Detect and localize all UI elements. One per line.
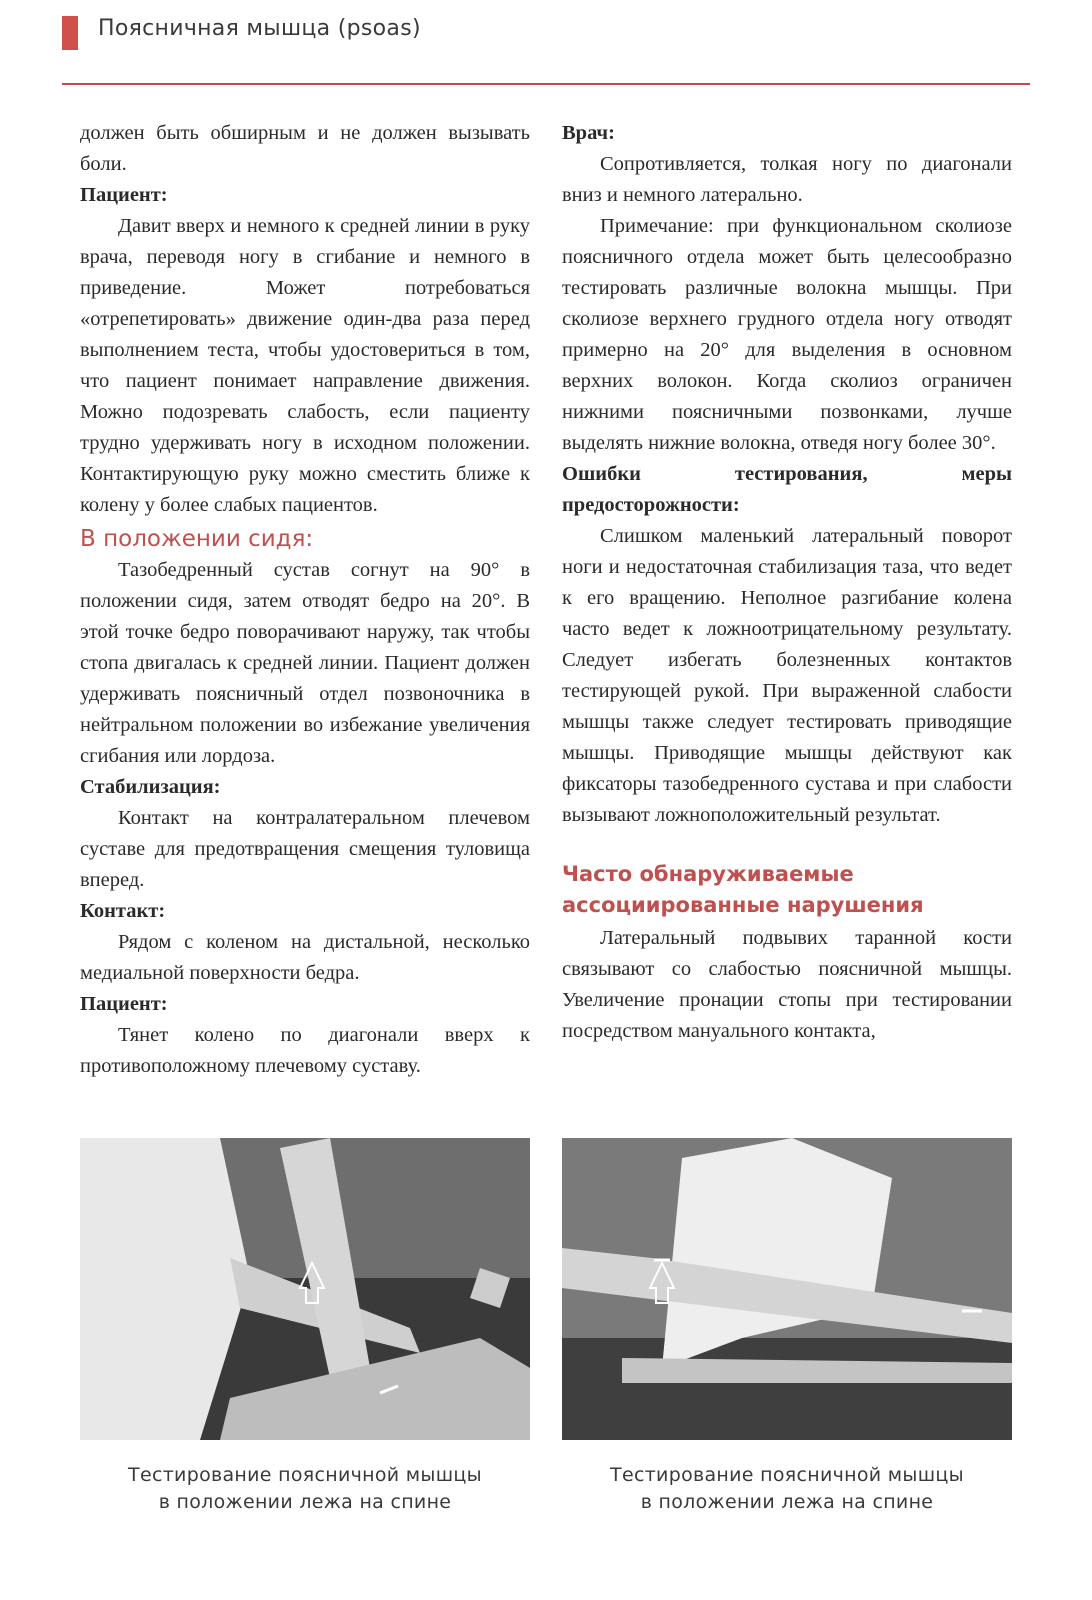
section-label-doctor: Врач: (562, 122, 615, 144)
figure-caption (562, 1462, 1012, 1516)
paragraph: Слишком маленький латеральный поворот ноги и недостаточная стабилизация таза, что ведет к его вращению. Неполное разгибание колена часто ведет к ложноотрицательному результату. Следует избегать болезненных контактов тестирующей рукой. При выраженной слабости мышцы также следует тестировать приводящие мышцы. Приводящие мышцы действуют как фиксаторы тазобедренного сустава и при слабости вызывают ложноположительный результат. (562, 525, 1012, 826)
caption-line: в положении лежа на спине (158, 1491, 452, 1513)
paragraph: Латеральный подвывих таранной кости связывают со слабостью поясничной мышцы. Увеличение пронации стопы при тестировании посредством мануального контакта, (562, 927, 1012, 1042)
figure-caption (80, 1462, 530, 1516)
paragraph: Сопротивляется, толкая ногу по диагонали вниз и немного латерально. (562, 153, 1012, 206)
paragraph: Тазобедренный сустав согнут на 90° в положении сидя, затем отводят бедро на 20°. В этой точке бедро поворачивают наружу, так чтобы стопа двигалась к средней линии. Пациент должен удерживать поясничный отдел позвоночника в нейтральном положении во избежание увеличения сгибания или лордоза. (80, 559, 530, 767)
heading-line: Часто обнаруживаемые (562, 862, 854, 886)
right-text-column (562, 118, 1012, 1047)
heading-associated-disorders (562, 859, 1012, 921)
left-text-column (80, 118, 530, 1082)
photo-illustration (562, 1138, 1012, 1440)
heading-line: ассоциированные нарушения (562, 893, 924, 917)
subheading-sitting: В положении сидя: (80, 526, 314, 552)
paragraph: Контакт на контралатеральном плечевом суставе для предотвращения смещения туловища вперед. (80, 807, 530, 891)
section-label-errors: Ошибки тестирования, меры предосторожности: (562, 463, 1012, 516)
running-header-title: Поясничная мышца (psoas) (98, 16, 421, 41)
paragraph-note: Примечание: при функциональном сколиозе поясничного отдела может быть целесообразно тестировать различные волокна мышцы. При сколиозе верхнего грудного отдела ногу отводят примерно на 20° для выделения в основном верхних волокон. Когда сколиоз ограничен нижними поясничными позвонками, лучше выделять нижние волокна, отведя ногу более 30°. (562, 215, 1012, 454)
photo-supine-test-2 (562, 1138, 1012, 1440)
section-label-stabilization: Стабилизация: (80, 776, 221, 798)
paragraph: Давит вверх и немного к средней линии в руку врача, переводя ногу в сгибание и немного в приведение. Может потребоваться «отрепетировать» движение один-два раза перед выполнением теста, чтобы удостовериться в том, что пациент понимает направление движения. Можно подозревать слабость, если пациенту трудно удерживать ногу в исходном положении. Контактирующую руку можно сместить ближе к колену у более слабых пациентов. (80, 215, 530, 516)
caption-line: Тестирование поясничной мышцы (610, 1464, 964, 1486)
header-accent-bar (62, 16, 78, 50)
paragraph: Тянет колено по диагонали вверх к противоположному плечевому суставу. (80, 1024, 530, 1077)
section-label-patient: Пациент: (80, 993, 168, 1015)
caption-line: в положении лежа на спине (640, 1491, 934, 1513)
photo-supine-test-1 (80, 1138, 530, 1440)
paragraph: Рядом с коленом на дистальной, несколько медиальной поверхности бедра. (80, 931, 530, 984)
header-divider (62, 83, 1030, 85)
section-label-contact: Контакт: (80, 900, 166, 922)
photo-illustration (80, 1138, 530, 1440)
paragraph: должен быть обширным и не должен вызывать боли. (80, 122, 530, 175)
caption-line: Тестирование поясничной мышцы (128, 1464, 482, 1486)
section-label-patient: Пациент: (80, 184, 168, 206)
